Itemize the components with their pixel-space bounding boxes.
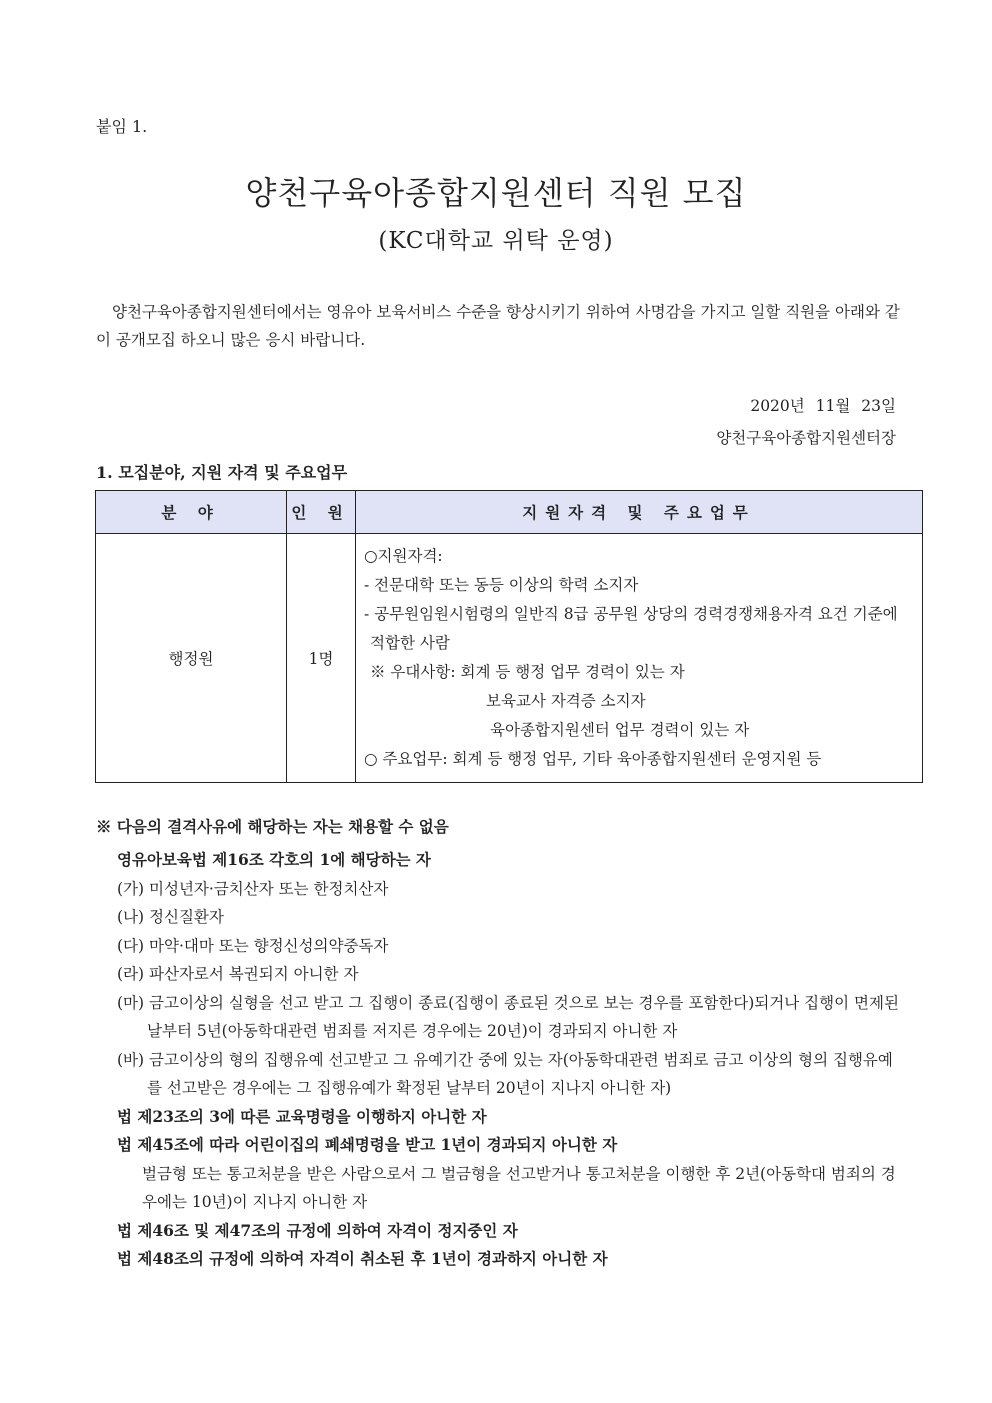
cell-count: 1명 (287, 534, 356, 783)
qual-line-education: - 전문대학 또는 동등 이상의 학력 소지자 (364, 576, 639, 594)
fine-note: 벌금형 또는 통고처분을 받은 사람으로서 그 벌금형을 선고받거나 통고처분을 이행한 후 2년(아동학대 범죄의 경우에는 10년)이 지나지 아니한 자 (142, 1164, 896, 1211)
disqualification-list (117, 846, 907, 1274)
header-field: 분 야 (96, 491, 287, 534)
list-item: (마) 금고이상의 실형을 선고 받고 그 집행이 종료(집행이 종료된 것으로 보는 경우를 포함한다)되거나 집행이 면제된 날부터 5년(아동학대관련 범죄를 저지른 경우에는 20년)이 경과되지 아니한 자 (117, 993, 899, 1040)
list-item: (가) 미성년자·금치산자 또는 한정치산자 (117, 879, 389, 898)
qual-line-rank: - 공무원임원시험령의 일반직 8급 공무원 상당의 경력경쟁채용자격 요건 기준에 (364, 605, 898, 623)
qual-line-preference: ※ 우대사항: 회계 등 행정 업무 경력이 있는 자 (370, 663, 685, 681)
header-qualifications: 지원자격 및 주요업무 (356, 491, 923, 534)
qual-line-duties: ○ 주요업무: 회계 등 행정 업무, 기타 육아종합지원센터 운영지원 등 (364, 750, 822, 768)
law16-heading: 영유아보육법 제16조 각호의 1에 해당하는 자 (117, 850, 431, 869)
cell-qualifications (356, 534, 923, 783)
table-header-row (96, 491, 923, 534)
header-count: 인 원 (287, 491, 356, 534)
signer: 양천구육아종합지원센터장 (716, 429, 896, 447)
list-item: (다) 마약·대마 또는 향정신성의약중독자 (117, 936, 389, 955)
list-item: (라) 파산자로서 복권되지 아니한 자 (117, 965, 359, 983)
disqualification-heading: ※ 다음의 결격사유에 해당하는 자는 채용할 수 없음 (96, 817, 449, 836)
list-item: (나) 정신질환자 (117, 908, 224, 926)
qual-line-rank-cont: 적합한 사람 (370, 634, 450, 652)
law23-item: 법 제23조의 3에 따른 교육명령을 이행하지 아니한 자 (117, 1106, 487, 1126)
section-1-heading: 1. 모집분야, 지원 자격 및 주요업무 (96, 463, 348, 482)
law48-item: 법 제48조의 규정에 의하여 자격이 취소된 후 1년이 경과하지 아니한 자 (117, 1249, 608, 1268)
page-subtitle: (KC대학교 위탁 운영) (378, 228, 614, 254)
list-item: (바) 금고이상의 형의 집행유예 선고받고 그 유예기간 중에 있는 자(아동학대관련 범죄로 금고 이상의 형의 집행유예를 선고받은 경우에는 그 집행유예가 확정된 날부터 20년이 지나지 아니한 자) (117, 1050, 893, 1097)
page-title: 양천구육아종합지원센터 직원 모집 (245, 174, 747, 212)
qual-line-preference-3: 육아종합지원센터 업무 경력이 있는 자 (490, 721, 750, 739)
cell-field: 행정원 (96, 534, 287, 783)
table-row (96, 534, 923, 783)
attachment-label: 붙임 1. (96, 117, 148, 136)
recruitment-table (95, 490, 923, 783)
law45-item: 법 제45조에 따라 어린이집의 폐쇄명령을 받고 1년이 경과되지 아니한 자 (117, 1135, 618, 1154)
qual-line-heading: ○지원자격: (364, 547, 443, 565)
announcement-date: 2020년 11월 23일 (750, 397, 896, 415)
intro-paragraph: 양천구육아종합지원센터에서는 영유아 보육서비스 수준을 향상시키기 위하여 사명감을 가지고 일할 직원을 아래와 같이 공개모집 하오니 많은 응시 바랍니다. (96, 303, 900, 349)
law46-item: 법 제46조 및 제47조의 규정에 의하여 자격이 정지중인 자 (117, 1220, 518, 1240)
qual-line-preference-2: 보육교사 자격증 소지자 (486, 692, 646, 710)
